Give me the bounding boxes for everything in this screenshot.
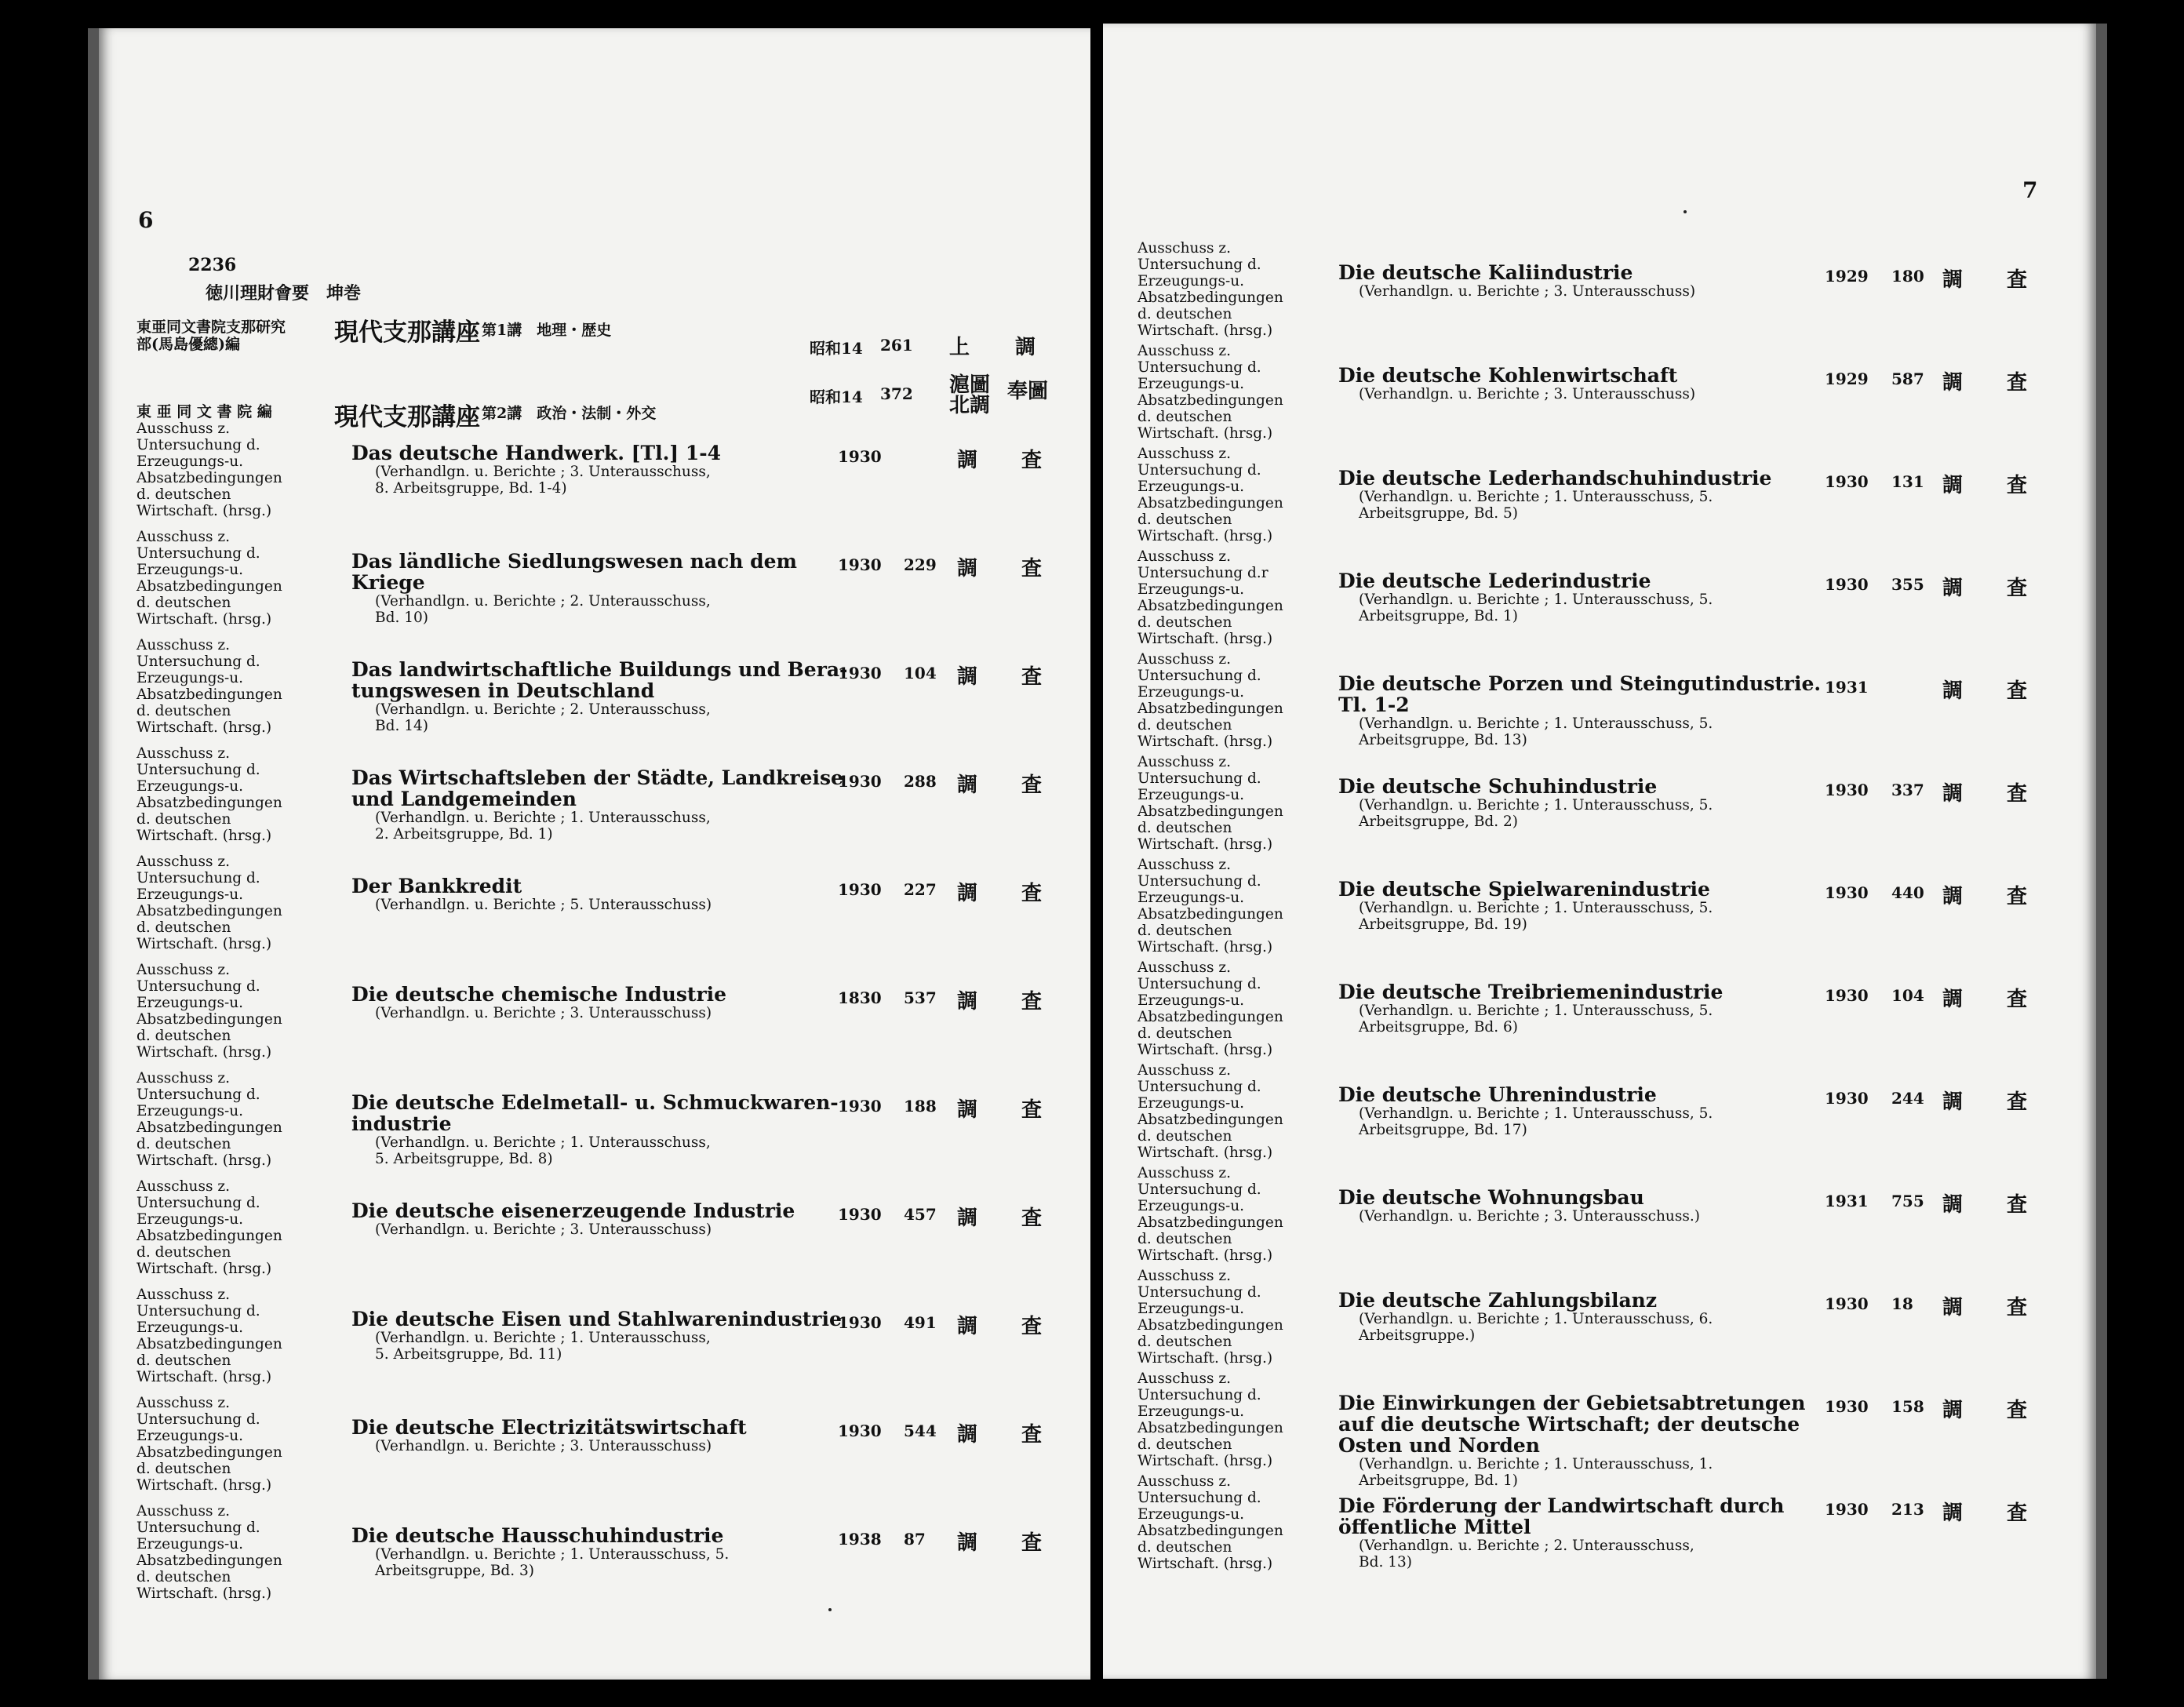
entry-location-1: 調 bbox=[1942, 268, 1964, 292]
entry-subtitle: (Verhandlgn. u. Berichte ; 1. Unterausschuss, 5. Arbeitsgruppe, Bd. 13) bbox=[1359, 715, 1713, 748]
catalog-entry bbox=[1103, 446, 2096, 548]
entry-location-1: 調 bbox=[1942, 885, 1964, 908]
entry-location-2: 査 bbox=[1021, 1315, 1043, 1338]
entry-location-2: 査 bbox=[2007, 1501, 2028, 1525]
entry-title: Die deutsche Lederindustrie bbox=[1338, 570, 1651, 592]
catalog-entry bbox=[99, 962, 1090, 1064]
catalog-entry bbox=[99, 1070, 1090, 1172]
entry-pages: 372 bbox=[880, 384, 913, 403]
catalog-entry bbox=[99, 637, 1090, 739]
entry-title: Die deutsche Kohlenwirtschaft bbox=[1338, 364, 1678, 387]
entry-year: 1929 bbox=[1825, 369, 1869, 388]
entry-pages: 213 bbox=[1891, 1500, 1924, 1519]
entry-location-2: 査 bbox=[2007, 474, 2028, 497]
catalog-entry bbox=[1103, 1473, 2096, 1575]
entry-publisher: Ausschuss z. Untersuchung d. Erzeugungs-u. Absatzbedingungen d. deutschen Wirtschaft. (hrsg.) bbox=[136, 1178, 282, 1277]
entry-location-2: 査 bbox=[2007, 1296, 2028, 1319]
entry-subtitle: (Verhandlgn. u. Berichte ; 1. Unterausschuss, 5. Arbeitsgruppe, Bd. 19) bbox=[1359, 900, 1713, 933]
catalog-entry bbox=[1103, 959, 2096, 1061]
entry-year: 1931 bbox=[1825, 1192, 1869, 1210]
entry-location-2: 査 bbox=[2007, 1090, 2028, 1114]
entry-location-2: 査 bbox=[2007, 988, 2028, 1011]
entry-year: 1930 bbox=[838, 447, 882, 466]
catalog-entry bbox=[1103, 1062, 2096, 1164]
speck bbox=[828, 1608, 832, 1611]
catalog-entry bbox=[99, 529, 1090, 631]
entry-location-2: 査 bbox=[2007, 885, 2028, 908]
entry-location-2: 査 bbox=[2007, 371, 2028, 395]
right-page bbox=[1103, 24, 2107, 1679]
left-page bbox=[88, 28, 1090, 1680]
entry-pages: 491 bbox=[904, 1313, 937, 1332]
entry-location-2: 査 bbox=[2007, 1399, 2028, 1422]
entry-location-2: 査 bbox=[1021, 990, 1043, 1014]
entry-title: Die deutsche Edelmetall- u. Schmuckwaren- industrie bbox=[351, 1091, 839, 1135]
entry-location-1: 調 bbox=[1942, 1193, 1964, 1217]
entry-subtitle: (Verhandlgn. u. Berichte ; 1. Unterausschuss, 5. Arbeitsgruppe, Bd. 3) bbox=[375, 1546, 730, 1579]
entry-year: 1930 bbox=[1825, 1500, 1869, 1519]
entry-pages: 587 bbox=[1891, 369, 1924, 388]
entry-title: Die deutsche Porzen und Steingutindustrie. Tl. 1-2 bbox=[1338, 672, 1822, 716]
entry-title: Das ländliche Siedlungswesen nach dem Kriege bbox=[351, 550, 797, 594]
entry-publisher: Ausschuss z. Untersuchung d. Erzeugungs-u. Absatzbedingungen d. deutschen Wirtschaft. (hrsg.) bbox=[136, 1287, 282, 1385]
entry-volume: 第1講 地理・歴史 bbox=[482, 322, 612, 339]
entry-title: Das deutsche Handwerk. [Tl.] 1-4 bbox=[351, 442, 721, 464]
entry-location-2: 査 bbox=[2007, 1193, 2028, 1217]
entry-pages: 355 bbox=[1891, 575, 1924, 594]
entry-subtitle: (Verhandlgn. u. Berichte ; 1. Unterausschuss, 5. Arbeitsgruppe, Bd. 2) bbox=[1359, 797, 1713, 830]
entry-publisher: Ausschuss z. Untersuchung d. Erzeugungs-u. Absatzbedingungen d. deutschen Wirtschaft. (hrsg.) bbox=[1138, 1370, 1283, 1469]
entry-subtitle: (Verhandlgn. u. Berichte ; 1. Unterausschuss, 5. Arbeitsgruppe, Bd. 1) bbox=[1359, 591, 1713, 624]
entry-location-1: 調 bbox=[957, 1531, 978, 1555]
entry-publisher: Ausschuss z. Untersuchung d. Erzeugungs-u. Absatzbedingungen d. deutschen Wirtschaft. (hrsg.) bbox=[1138, 857, 1283, 955]
entry-subtitle: (Verhandlgn. u. Berichte ; 3. Unterausschuss) bbox=[375, 1005, 712, 1021]
entry-location-2: 査 bbox=[1021, 449, 1043, 472]
entry-title: Die deutsche eisenerzeugende Industrie bbox=[351, 1199, 795, 1222]
entry-location-2: 査 bbox=[1021, 1531, 1043, 1555]
entry-pages: 440 bbox=[1891, 883, 1924, 902]
catalog-entry bbox=[99, 420, 1090, 522]
entry-subtitle: (Verhandlgn. u. Berichte ; 1. Unterausschuss, 5. Arbeitsgruppe, Bd. 6) bbox=[1359, 1003, 1713, 1035]
catalog-entry bbox=[1103, 1370, 2096, 1489]
entry-location-2: 査 bbox=[1021, 557, 1043, 581]
speck bbox=[1684, 210, 1687, 213]
entry-location-1: 調 bbox=[957, 990, 978, 1014]
entry-title: 現代支那講座 bbox=[334, 318, 480, 347]
entry-title: Die deutsche Spielwarenindustrie bbox=[1338, 878, 1710, 901]
entry-pages: 227 bbox=[904, 880, 937, 899]
entry-publisher: Ausschuss z. Untersuchung d. Erzeugungs-u. Absatzbedingungen d. deutschen Wirtschaft. (hrsg.) bbox=[136, 962, 282, 1061]
catalog-entry bbox=[1103, 1165, 2096, 1267]
entry-pages: 457 bbox=[904, 1205, 937, 1224]
japanese-entry bbox=[99, 362, 1090, 431]
entry-location-1: 滬圖 北調 bbox=[949, 373, 991, 417]
entry-title: Die deutsche Lederhandschuhindustrie bbox=[1338, 467, 1772, 490]
entry-title: Die deutsche Schuhindustrie bbox=[1338, 775, 1658, 798]
entry-publisher: Ausschuss z. Untersuchung d. Erzeugungs-u. Absatzbedingungen d. deutschen Wirtschaft. (hrsg.) bbox=[1138, 240, 1283, 339]
entry-title: Die deutsche Eisen und Stahlwarenindustrie bbox=[351, 1308, 842, 1330]
entry-location-1: 調 bbox=[957, 557, 978, 581]
entry-location-2: 査 bbox=[2007, 782, 2028, 806]
catalog-entry bbox=[1103, 343, 2096, 445]
entry-publisher: Ausschuss z. Untersuchung d. Erzeugungs-u. Absatzbedingungen d. deutschen Wirtschaft. (hrsg.) bbox=[136, 1395, 282, 1494]
entry-publisher: Ausschuss z. Untersuchung d. Erzeugungs-u. Absatzbedingungen d. deutschen Wirtschaft. (hrsg.) bbox=[136, 529, 282, 628]
catalog-entry bbox=[99, 1395, 1090, 1497]
entry-title: Die deutsche Electrizitätswirtschaft bbox=[351, 1416, 747, 1439]
entry-year: 昭和14 bbox=[810, 339, 863, 358]
entry-year: 1830 bbox=[838, 988, 882, 1007]
entry-location-1: 調 bbox=[1942, 1501, 1964, 1525]
catalog-entry bbox=[1103, 240, 2096, 342]
entry-title: Die deutsche Hausschuhindustrie bbox=[351, 1524, 724, 1547]
entry-year: 1938 bbox=[838, 1530, 882, 1549]
entry-title: Das Wirtschaftsleben der Städte, Landkreise und Landgemeinden bbox=[351, 766, 843, 810]
catalog-entry bbox=[1103, 857, 2096, 959]
entry-publisher: Ausschuss z. Untersuchung d. Erzeugungs-u. Absatzbedingungen d. deutschen Wirtschaft. (hrsg.) bbox=[1138, 1165, 1283, 1264]
entry-publisher: Ausschuss z. Untersuchung d.r Erzeugungs-u. Absatzbedingungen d. deutschen Wirtschaft. (hrsg.) bbox=[1138, 548, 1283, 647]
entry-subtitle: (Verhandlgn. u. Berichte ; 2. Unterausschuss, Bd. 13) bbox=[1359, 1538, 1694, 1571]
entry-location-1: 調 bbox=[957, 665, 978, 689]
entry-title: Die deutsche Zahlungsbilanz bbox=[1338, 1289, 1658, 1312]
entry-year: 1930 bbox=[838, 664, 882, 682]
entry-subtitle: (Verhandlgn. u. Berichte ; 3. Unterausschuss, 8. Arbeitsgruppe, Bd. 1-4) bbox=[375, 464, 711, 497]
entry-publisher: Ausschuss z. Untersuchung d. Erzeugungs-u. Absatzbedingungen d. deutschen Wirtschaft. (hrsg.) bbox=[136, 854, 282, 952]
entry-location-2: 査 bbox=[1021, 1207, 1043, 1230]
entry-location-2: 査 bbox=[1021, 1423, 1043, 1447]
entry-pages: 87 bbox=[904, 1530, 926, 1549]
entry-publisher: Ausschuss z. Untersuchung d. Erzeugungs-u. Absatzbedingungen d. deutschen Wirtschaft. (hrsg.) bbox=[1138, 754, 1283, 853]
entry-year: 1930 bbox=[838, 1205, 882, 1224]
entry-year: 1929 bbox=[1825, 267, 1869, 286]
catalog-entry bbox=[1103, 651, 2096, 753]
catalog-entry bbox=[1103, 1268, 2096, 1370]
entry-publisher: Ausschuss z. Untersuchung d. Erzeugungs-u. Absatzbedingungen d. deutschen Wirtschaft. (hrsg.) bbox=[1138, 343, 1283, 442]
entry-year: 昭和14 bbox=[810, 388, 863, 406]
entry-pages: 188 bbox=[904, 1097, 937, 1116]
entry-year: 1930 bbox=[1825, 986, 1869, 1005]
entry-location-2: 査 bbox=[1021, 882, 1043, 905]
entry-subtitle: (Verhandlgn. u. Berichte ; 1. Unterausschuss, 5. Arbeitsgruppe, Bd. 17) bbox=[1359, 1105, 1713, 1138]
entry-location-2: 査 bbox=[1021, 665, 1043, 689]
entry-publisher: Ausschuss z. Untersuchung d. Erzeugungs-u. Absatzbedingungen d. deutschen Wirtschaft. (hrsg.) bbox=[136, 745, 282, 844]
entry-publisher: 東 亜 同 文 書 院 編 bbox=[136, 403, 272, 420]
entry-subtitle: (Verhandlgn. u. Berichte ; 5. Unterausschuss) bbox=[375, 897, 712, 913]
entry-location-1: 調 bbox=[957, 773, 978, 797]
entry-publisher: Ausschuss z. Untersuchung d. Erzeugungs-u. Absatzbedingungen d. deutschen Wirtschaft. (hrsg.) bbox=[1138, 1268, 1283, 1367]
entry-location-1: 調 bbox=[957, 1423, 978, 1447]
entry-location-1: 調 bbox=[957, 1315, 978, 1338]
entry-publisher: Ausschuss z. Untersuchung d. Erzeugungs-u. Absatzbedingungen d. deutschen Wirtschaft. (hrsg.) bbox=[1138, 446, 1283, 544]
page-number: 6 bbox=[138, 207, 154, 233]
entry-title: Die deutsche Treibriemenindustrie bbox=[1338, 981, 1724, 1003]
entry-publisher: Ausschuss z. Untersuchung d. Erzeugungs-u. Absatzbedingungen d. deutschen Wirtschaft. (hrsg.) bbox=[136, 1070, 282, 1169]
entry-year: 1930 bbox=[1825, 1089, 1869, 1108]
entry-title: Der Bankkredit bbox=[351, 875, 522, 897]
entry-publisher: Ausschuss z. Untersuchung d. Erzeugungs-u. Absatzbedingungen d. deutschen Wirtschaft. (hrsg.) bbox=[1138, 651, 1283, 750]
entry-location-1: 調 bbox=[1942, 679, 1964, 703]
entry-pages: 180 bbox=[1891, 267, 1924, 286]
entry-year: 1930 bbox=[1825, 472, 1869, 491]
entry-title: Die Förderung der Landwirtschaft durch öffentliche Mittel bbox=[1338, 1494, 1785, 1538]
entry-pages: 104 bbox=[904, 664, 937, 682]
entry-location-1: 上 bbox=[949, 336, 970, 359]
entry-location-1: 調 bbox=[1942, 782, 1964, 806]
entry-year: 1930 bbox=[838, 772, 882, 791]
entry-publisher: Ausschuss z. Untersuchung d. Erzeugungs-u. Absatzbedingungen d. deutschen Wirtschaft. (hrsg.) bbox=[1138, 1473, 1283, 1572]
catalog-entry bbox=[99, 854, 1090, 955]
entry-year: 1930 bbox=[838, 1421, 882, 1440]
entry-location-1: 調 bbox=[1942, 1296, 1964, 1319]
entry-pages: 288 bbox=[904, 772, 937, 791]
entry-location-1: 調 bbox=[1942, 371, 1964, 395]
entry-location-2: 査 bbox=[2007, 268, 2028, 292]
japanese-entry bbox=[99, 308, 1090, 362]
catalog-entry bbox=[1103, 548, 2096, 650]
entry-location-1: 調 bbox=[1942, 577, 1964, 600]
entry-location-2: 奉圖 bbox=[1007, 380, 1049, 403]
entry-location-1: 調 bbox=[1942, 1399, 1964, 1422]
entry-subtitle: (Verhandlgn. u. Berichte ; 2. Unterausschuss, Bd. 14) bbox=[375, 701, 711, 734]
entry-year: 1930 bbox=[838, 1097, 882, 1116]
entry-title: Die deutsche Kaliindustrie bbox=[1338, 261, 1633, 284]
entry-publisher: Ausschuss z. Untersuchung d. Erzeugungs-u. Absatzbedingungen d. deutschen Wirtschaft. (hrsg.) bbox=[136, 1503, 282, 1602]
entry-volume: 第2講 政治・法制・外交 bbox=[482, 405, 657, 422]
catalog-entry bbox=[99, 745, 1090, 847]
entry-pages: 244 bbox=[1891, 1089, 1924, 1108]
entry-publisher: Ausschuss z. Untersuchung d. Erzeugungs-u. Absatzbedingungen d. deutschen Wirtschaft. (hrsg.) bbox=[1138, 959, 1283, 1058]
entry-title: Das landwirtschaftliche Buildungs und Bera- tungswesen in Deutschland bbox=[351, 658, 848, 702]
entry-subtitle: (Verhandlgn. u. Berichte ; 3. Unterausschuss) bbox=[375, 1221, 712, 1238]
entry-pages: 261 bbox=[880, 336, 913, 355]
entry-pages: 158 bbox=[1891, 1397, 1924, 1416]
entry-year: 1930 bbox=[1825, 575, 1869, 594]
entry-subtitle: (Verhandlgn. u. Berichte ; 3. Unterausschuss) bbox=[1359, 386, 1696, 402]
entry-location-1: 調 bbox=[1942, 1090, 1964, 1114]
entry-location-1: 調 bbox=[957, 449, 978, 472]
entry-location-2: 査 bbox=[1021, 1098, 1043, 1122]
entry-title: Die deutsche Uhrenindustrie bbox=[1338, 1083, 1657, 1106]
entry-title: Die Einwirkungen der Gebietsabtretungen auf die deutsche Wirtschaft; der deutsche Osten und Norden bbox=[1338, 1392, 1806, 1457]
entry-pages: 755 bbox=[1891, 1192, 1924, 1210]
entry-title: 現代支那講座 bbox=[334, 403, 480, 431]
catalog-header: 徳川理財會要 坤巻 bbox=[206, 283, 362, 304]
entry-location-1: 調 bbox=[957, 882, 978, 905]
entry-subtitle: (Verhandlgn. u. Berichte ; 3. Unterausschuss.) bbox=[1359, 1208, 1700, 1225]
entry-title: Die deutsche Wohnungsbau bbox=[1338, 1186, 1644, 1209]
entry-publisher: 東亜同文書院支那研究 部(馬島優總)編 bbox=[136, 318, 286, 353]
entry-year: 1930 bbox=[838, 1313, 882, 1332]
entry-location-1: 調 bbox=[957, 1207, 978, 1230]
entry-subtitle: (Verhandlgn. u. Berichte ; 3. Unterausschuss) bbox=[1359, 283, 1696, 300]
entry-publisher: Ausschuss z. Untersuchung d. Erzeugungs-u. Absatzbedingungen d. deutschen Wirtschaft. (hrsg.) bbox=[136, 637, 282, 736]
entry-pages: 18 bbox=[1891, 1294, 1913, 1313]
entry-subtitle: (Verhandlgn. u. Berichte ; 1. Unterausschuss, 1. Arbeitsgruppe, Bd. 1) bbox=[1359, 1456, 1713, 1489]
entry-location-2: 査 bbox=[1021, 773, 1043, 797]
catalog-entry bbox=[99, 1287, 1090, 1389]
entry-subtitle: (Verhandlgn. u. Berichte ; 1. Unterausschuss, 5. Arbeitsgruppe, Bd. 5) bbox=[1359, 489, 1713, 522]
entry-publisher: Ausschuss z. Untersuchung d. Erzeugungs-u. Absatzbedingungen d. deutschen Wirtschaft. (hrsg.) bbox=[136, 420, 282, 519]
entry-subtitle: (Verhandlgn. u. Berichte ; 1. Unterausschuss, 5. Arbeitsgruppe, Bd. 11) bbox=[375, 1330, 711, 1363]
entry-pages: 544 bbox=[904, 1421, 937, 1440]
entry-subtitle: (Verhandlgn. u. Berichte ; 1. Unterausschuss, 6. Arbeitsgruppe.) bbox=[1359, 1311, 1713, 1344]
entry-location-2: 査 bbox=[2007, 577, 2028, 600]
entry-location-1: 調 bbox=[957, 1098, 978, 1122]
entry-year: 1930 bbox=[1825, 781, 1869, 799]
entry-year: 1930 bbox=[1825, 1397, 1869, 1416]
entry-subtitle: (Verhandlgn. u. Berichte ; 3. Unterausschuss) bbox=[375, 1438, 712, 1454]
entry-location-1: 調 bbox=[1942, 988, 1964, 1011]
catalog-entry bbox=[1103, 754, 2096, 856]
entry-subtitle: (Verhandlgn. u. Berichte ; 2. Unterausschuss, Bd. 10) bbox=[375, 593, 711, 626]
entry-year: 1930 bbox=[1825, 1294, 1869, 1313]
entry-pages: 104 bbox=[1891, 986, 1924, 1005]
catalog-code: 2236 bbox=[188, 255, 237, 275]
catalog-entry bbox=[99, 1503, 1090, 1605]
entry-subtitle: (Verhandlgn. u. Berichte ; 1. Unterausschuss, 2. Arbeitsgruppe, Bd. 1) bbox=[375, 810, 711, 843]
entry-title: Die deutsche chemische Industrie bbox=[351, 983, 727, 1006]
entry-pages: 537 bbox=[904, 988, 937, 1007]
entry-location-1: 調 bbox=[1942, 474, 1964, 497]
entry-year: 1930 bbox=[1825, 883, 1869, 902]
entry-subtitle: (Verhandlgn. u. Berichte ; 1. Unterausschuss, 5. Arbeitsgruppe, Bd. 8) bbox=[375, 1134, 711, 1167]
entry-location-2: 調 bbox=[1015, 336, 1036, 359]
entry-publisher: Ausschuss z. Untersuchung d. Erzeugungs-u. Absatzbedingungen d. deutschen Wirtschaft. (hrsg.) bbox=[1138, 1062, 1283, 1161]
entry-year: 1930 bbox=[838, 880, 882, 899]
entry-pages: 131 bbox=[1891, 472, 1924, 491]
entry-pages: 229 bbox=[904, 555, 937, 574]
entry-location-2: 査 bbox=[2007, 679, 2028, 703]
entry-year: 1930 bbox=[838, 555, 882, 574]
entry-pages: 337 bbox=[1891, 781, 1924, 799]
page-number: 7 bbox=[2022, 177, 2038, 203]
catalog-entry bbox=[99, 1178, 1090, 1280]
entry-year: 1931 bbox=[1825, 678, 1869, 697]
